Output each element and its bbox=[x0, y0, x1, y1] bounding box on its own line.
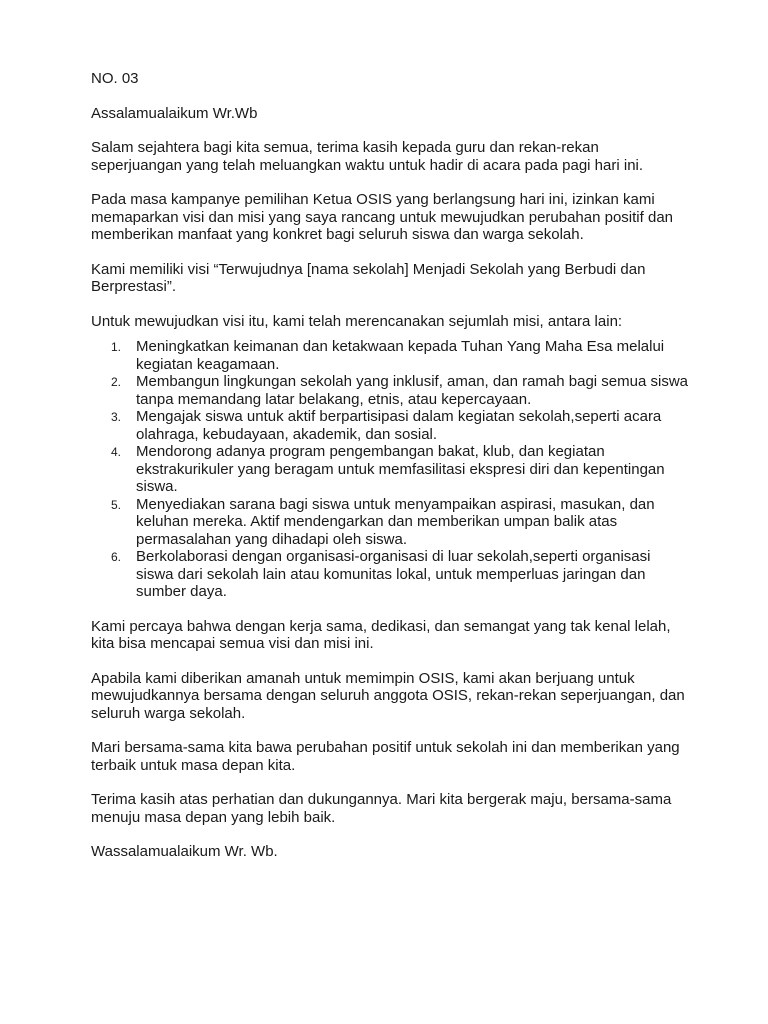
mission-number: 6. bbox=[111, 550, 122, 564]
mission-intro-paragraph: Untuk mewujudkan visi itu, kami telah merencanakan sejumlah misi, antara lain: bbox=[91, 312, 623, 330]
mandate-paragraph: Apabila kami diberikan amanah untuk memimpin OSIS, kami akan berjuang untuk mewujudkannya bersama dengan seluruh anggota OSIS, rekan-rekan seperjuangan, dan seluruh warga sekolah. bbox=[91, 669, 685, 722]
mission-item bbox=[91, 496, 691, 549]
mission-item bbox=[91, 373, 691, 408]
mission-item bbox=[91, 548, 691, 601]
greeting: Assalamualaikum Wr.Wb bbox=[91, 104, 258, 122]
mission-text: Berkolaborasi dengan organisasi-organisasi di luar sekolah,seperti organisasi siswa dari sekolah lain atau komunitas lokal, untuk memperluas jaringan dan sumber daya. bbox=[136, 548, 651, 600]
commitment-paragraph: Kami percaya bahwa dengan kerja sama, dedikasi, dan semangat yang tak kenal lelah, kita bisa mencapai semua visi dan misi ini. bbox=[91, 617, 671, 652]
mission-list bbox=[91, 338, 691, 601]
mission-item bbox=[91, 443, 691, 496]
document-page bbox=[91, 70, 691, 878]
campaign-paragraph: Pada masa kampanye pemilihan Ketua OSIS yang berlangsung hari ini, izinkan kami memaparkan visi dan misi yang saya rancang untuk mewujudkan perubahan positif dan memberikan manfaat yang konkret bagi seluruh siswa dan warga sekolah. bbox=[91, 191, 674, 243]
mission-number: 4. bbox=[111, 445, 122, 459]
mission-text: Menyediakan sarana bagi siswa untuk menyampaikan aspirasi, masukan, dan keluhan mereka. Aktif mendengarkan dan memberikan umpan balik atas permasalahan yang dihadapi oleh siswa. bbox=[136, 495, 655, 548]
intro-paragraph: Salam sejahtera bagi kita semua, terima kasih kepada guru dan rekan-rekan seperjuangan yang telah meluangkan waktu untuk hadir di acara pada pagi hari ini. bbox=[91, 139, 644, 174]
mission-number: 2. bbox=[111, 375, 122, 389]
thanks-paragraph: Terima kasih atas perhatian dan dukungannya. Mari kita bergerak maju, bersama-sama menuju masa depan yang lebih baik. bbox=[91, 791, 672, 826]
mission-item bbox=[91, 408, 691, 443]
mission-item bbox=[91, 338, 691, 373]
mission-number: 5. bbox=[111, 497, 122, 512]
mission-number: 3. bbox=[111, 410, 122, 424]
mission-number: 1. bbox=[111, 340, 122, 354]
mission-text: Mengajak siswa untuk aktif berpartisipasi dalam kegiatan sekolah,seperti acara olahraga, kebudayaan, akademik, dan sosial. bbox=[136, 408, 662, 443]
mission-text: Mendorong adanya program pengembangan bakat, klub, dan kegiatan ekstrakurikuler yang beragam untuk memfasilitasi ekspresi diri dan kepentingan siswa. bbox=[136, 443, 665, 495]
closing-salutation: Wassalamualaikum Wr. Wb. bbox=[91, 843, 278, 860]
document-number: NO. 03 bbox=[91, 70, 139, 87]
invitation-paragraph: Mari bersama-sama kita bawa perubahan positif untuk sekolah ini dan memberikan yang terbaik untuk masa depan kita. bbox=[91, 739, 680, 774]
mission-text: Meningkatkan keimanan dan ketakwaan kepada Tuhan Yang Maha Esa melalui kegiatan keagamaan. bbox=[136, 338, 665, 373]
vision-paragraph: Kami memiliki visi “Terwujudnya [nama sekolah] Menjadi Sekolah yang Berbudi dan Berprestasi”. bbox=[91, 260, 646, 295]
mission-text: Membangun lingkungan sekolah yang inklusif, aman, dan ramah bagi semua siswa tanpa memandang latar belakang, etnis, atau kepercayaan. bbox=[136, 373, 688, 408]
